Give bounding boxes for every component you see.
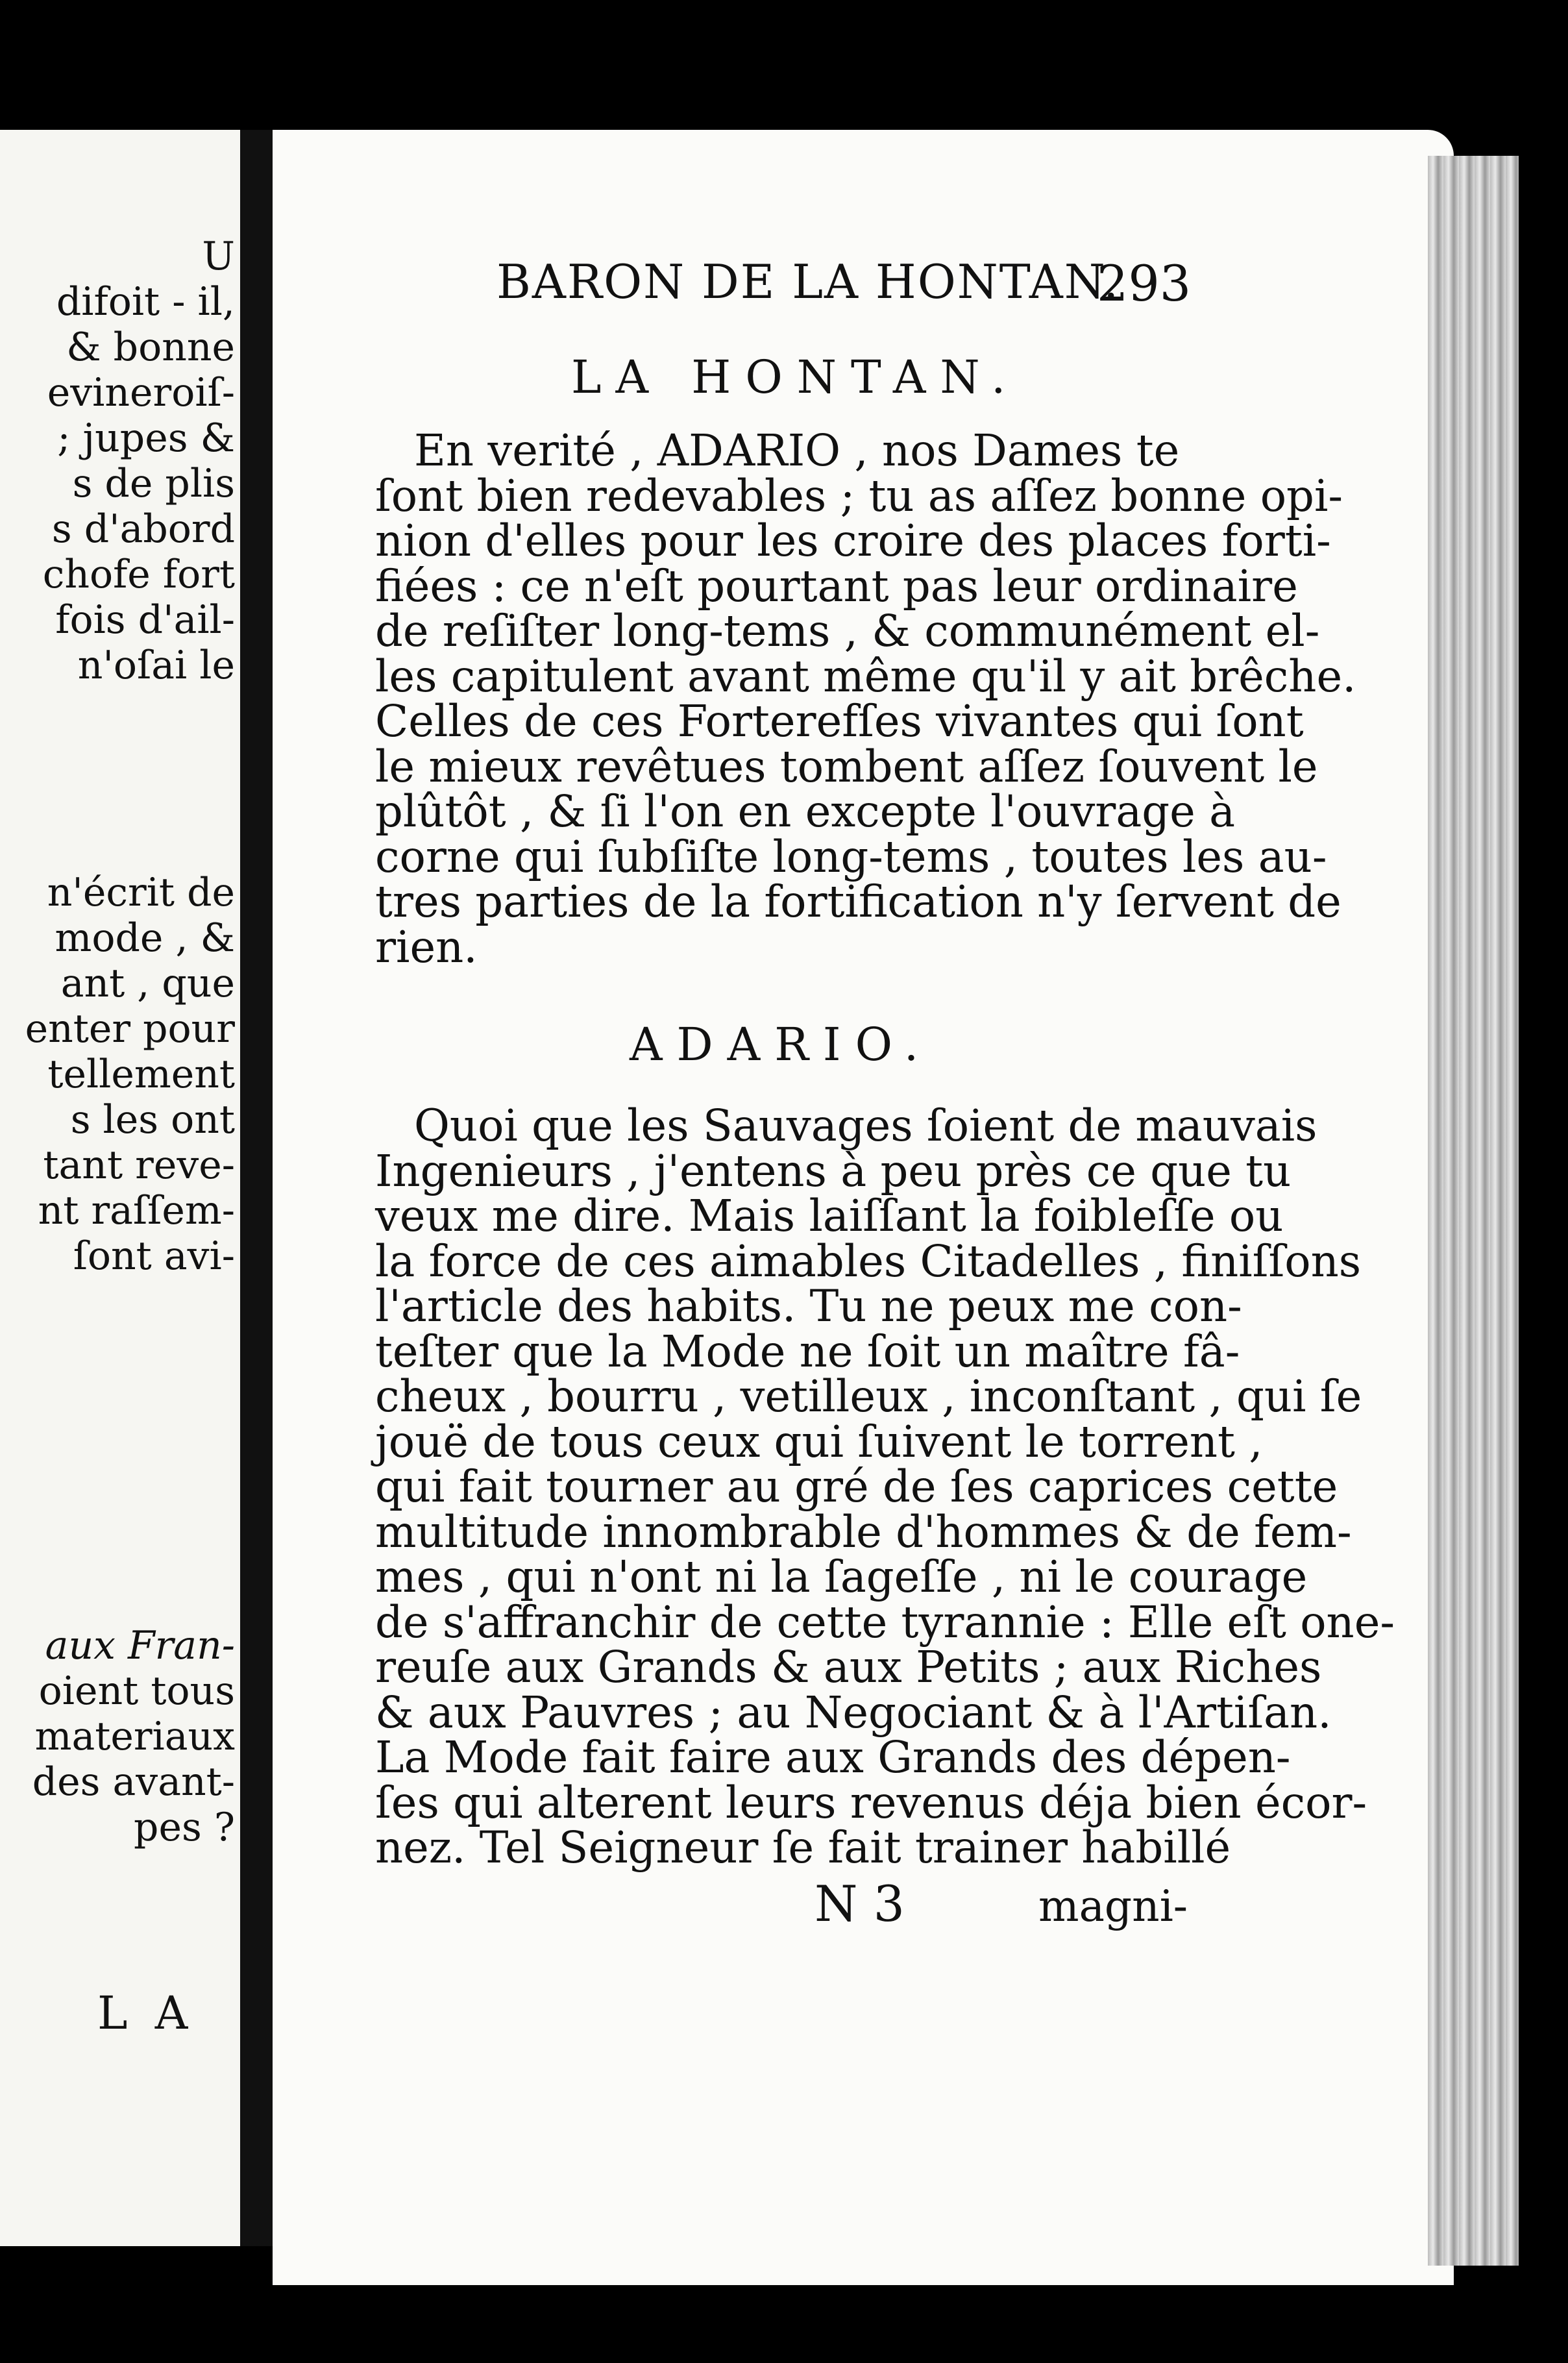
text-line: la force de ces aimables Citadelles , finiſſons	[375, 1235, 1362, 1287]
text-line: de s'affranchir de cette tyrannie : Elle eſt one-	[375, 1596, 1395, 1648]
left-page-line: aux Fran-	[45, 1623, 235, 1668]
text-line: cheux , bourru , vetilleux , inconſtant , qui ſe	[375, 1371, 1362, 1422]
text-line: rien.	[375, 921, 478, 972]
text-line: le mieux revêtues tombent aſſez ſouvent le	[375, 741, 1318, 792]
page-edges	[1428, 156, 1519, 2266]
text-line: fiées : ce n'eſt pourtant pas leur ordinaire	[375, 560, 1298, 612]
left-page-line: n'oſai le	[77, 643, 235, 688]
text-line: qui fait tourner au gré de ſes caprices cette	[375, 1461, 1338, 1512]
text-line: multitude innombrable d'hommes & de fem-	[375, 1506, 1352, 1557]
left-page-line: ; jupes &	[57, 415, 235, 461]
text-line: mes , qui n'ont ni la ſageſſe , ni le courage	[375, 1552, 1308, 1602]
left-page-line: ant , que	[60, 961, 235, 1006]
left-page-line: enter pour	[25, 1006, 235, 1052]
left-page-line: nt raſſem-	[38, 1188, 235, 1233]
left-page-line: difoit - il,	[56, 279, 235, 325]
text-line: teſter que la Mode ne ſoit un maître fâ-	[375, 1326, 1240, 1377]
text-line: nez. Tel Seigneur ſe fait trainer habillé	[375, 1822, 1231, 1873]
text-line: Ingenieurs , j'entens à peu près ce que tu	[375, 1145, 1292, 1196]
left-page-line: evineroiſ-	[47, 370, 235, 415]
text-line: veux me dire. Mais laiſſant la foibleſſe ou	[375, 1191, 1284, 1241]
text-line: l'article des habits. Tu ne peux me con-	[375, 1281, 1242, 1331]
text-line: corne qui ſubſiſte long-tems , toutes les au-	[375, 831, 1327, 882]
text-line: & aux Pauvres ; au Negociant & à l'Artiſan.	[375, 1687, 1332, 1738]
left-page-line: s les ont	[70, 1097, 235, 1143]
signature-mark: N 3	[815, 1875, 905, 1933]
text-line: ſont bien redevables ; tu as aſſez bonne opi-	[375, 470, 1343, 521]
left-page-line: materiaux	[34, 1714, 235, 1759]
text-line: La Mode fait faire aux Grands des dépen-	[375, 1732, 1291, 1783]
catchword: magni-	[1038, 1881, 1188, 1931]
text-line: En verité , ADARIO , nos Dames te	[414, 425, 1180, 476]
left-page	[0, 130, 244, 2246]
text-line: Quoi que les Sauvages ſoient de mauvais	[414, 1100, 1317, 1151]
paragraph-2	[375, 1100, 1395, 1873]
left-page-line: mode , &	[55, 915, 235, 961]
left-page-line: des avant-	[32, 1759, 235, 1805]
left-page-line: & bonne	[66, 325, 235, 370]
left-page-line: n'écrit de	[47, 870, 235, 915]
text-line: tres parties de la fortification n'y ſervent de	[375, 876, 1341, 927]
left-catchword: L A	[97, 1986, 195, 2040]
left-page-line: ſont avi-	[73, 1233, 235, 1279]
left-page-line: s d'abord	[51, 506, 235, 552]
left-page-line: fois d'ail-	[55, 597, 235, 643]
left-page-line: tellement	[47, 1052, 235, 1097]
running-title: BARON DE LA HONTAN.	[496, 254, 1120, 309]
page-number: 293	[1097, 254, 1192, 312]
speaker-heading-la-hontan: LA HONTAN.	[571, 351, 1020, 404]
left-page-line: oient tous	[38, 1668, 235, 1714]
text-line: Celles de ces Forterefſes vivantes qui ſont	[375, 696, 1304, 747]
left-page-line: chofe fort	[42, 552, 235, 597]
book-gutter	[240, 130, 273, 2246]
text-line: de reſiſter long-tems , & communément el-	[375, 606, 1320, 656]
text-line: ſes qui alterent leurs revenus déja bien écor-	[375, 1777, 1367, 1828]
left-page-line: pes ?	[134, 1805, 235, 1850]
text-line: reuſe aux Grands & aux Petits ; aux Riches	[375, 1642, 1322, 1692]
text-line: nion d'elles pour les croire des places forti-	[375, 515, 1331, 566]
left-page-line: s de plis	[72, 461, 235, 506]
text-line: les capitulent avant même qu'il y ait brêche.	[375, 650, 1356, 702]
left-page-line: tant reve-	[43, 1143, 235, 1188]
speaker-heading-adario: ADARIO.	[630, 1018, 933, 1071]
text-line: plûtôt , & ſi l'on en excepte l'ouvrage à	[375, 786, 1236, 837]
left-page-line: U	[202, 234, 235, 279]
text-line: jouë de tous ceux qui ſuivent le torrent ,	[375, 1416, 1263, 1467]
paragraph-1	[375, 425, 1356, 972]
